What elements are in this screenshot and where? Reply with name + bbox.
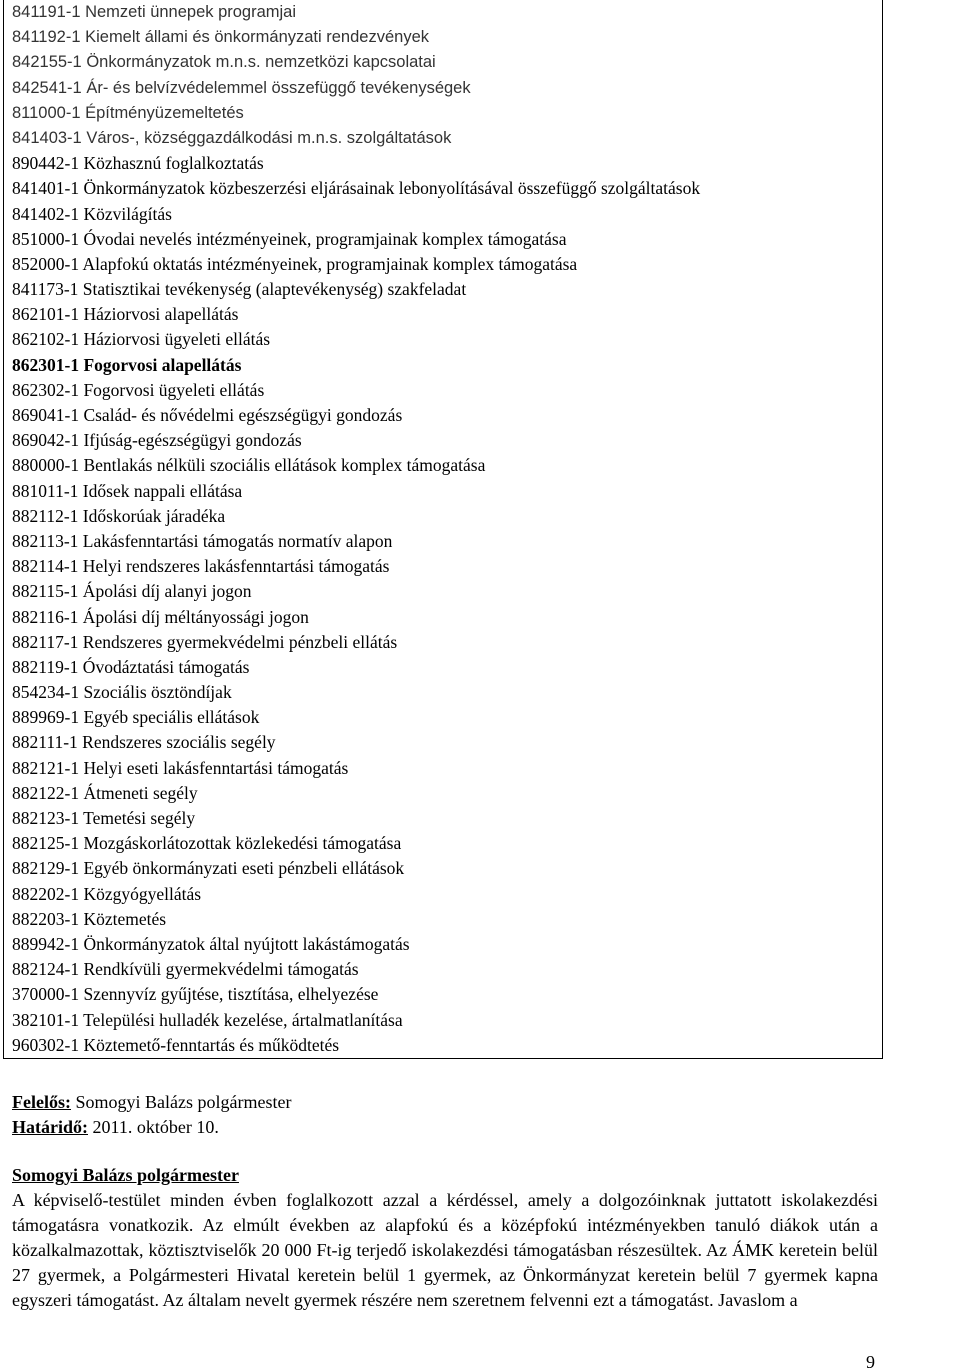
activity-code-row: 869041-1 Család- és nővédelmi egészségügyi gondozás [12, 405, 403, 425]
activity-code-row: 882112-1 Időskorúak járadéka [12, 505, 226, 526]
activity-code-row: 882115-1 Ápolási díj alanyi jogon [12, 581, 252, 602]
activity-code-row: 882113-1 Lakásfenntartási támogatás normatív alapon [12, 530, 393, 551]
activity-code-row: 880000-1 Bentlakás nélküli szociális ellátások komplex támogatása [12, 455, 486, 476]
activity-code-row: 851000-1 Óvodai nevelés intézményeinek, programjainak komplex támogatása [12, 228, 567, 249]
activity-code-row: 882129-1 Egyéb önkormányzati eseti pénzbeli ellátások [12, 858, 405, 879]
activity-code-row: 882202-1 Közgyógyellátás [12, 883, 202, 904]
activity-code-row: 882123-1 Temetési segély [12, 808, 196, 828]
activity-code-row: 841192-1 Kiemelt állami és önkormányzati rendezvények [12, 28, 429, 47]
activity-code-row: 811000-1 Építményüzemeltetés [12, 103, 244, 122]
activity-code-row: 862301-1 Fogorvosi alapellátás [12, 354, 242, 375]
activity-code-row: 862101-1 Háziorvosi alapellátás [12, 304, 239, 325]
speaker-name: Somogyi Balázs polgármester [12, 1165, 239, 1185]
responsible-label: Felelős: [12, 1092, 71, 1112]
deadline-label: Határidő: [12, 1117, 88, 1137]
activity-code-row: 882124-1 Rendkívüli gyermekvédelmi támogatás [12, 959, 359, 980]
activity-code-row: 889969-1 Egyéb speciális ellátások [12, 707, 260, 728]
responsible-line [12, 1090, 291, 1115]
activity-code-row: 841401-1 Önkormányzatok közbeszerzési eljárásainak lebonyolításával összefüggő szolgáltatások [12, 178, 701, 199]
activity-code-row: 842541-1 Ár- és belvízvédelemmel összefüggő tevékenységek [12, 78, 471, 97]
activity-code-row: 882203-1 Köztemetés [12, 908, 167, 929]
responsibility-block [12, 1090, 291, 1140]
deadline-value: 2011. október 10. [88, 1117, 219, 1137]
activity-code-row: 841173-1 Statisztikai tevékenység (alaptevékenység) szakfeladat [12, 279, 467, 300]
activity-code-row: 382101-1 Települési hulladék kezelése, ártalmatlanítása [12, 1009, 403, 1030]
activity-code-list [3, 0, 883, 1059]
activity-code-row: 882119-1 Óvodáztatási támogatás [12, 656, 250, 677]
activity-code-row: 862102-1 Háziorvosi ügyeleti ellátás [12, 329, 271, 350]
activity-code-row: 841402-1 Közvilágítás [12, 203, 172, 224]
activity-code-row: 370000-1 Szennyvíz gyűjtése, tisztítása, elhelyezése [12, 984, 379, 1005]
activity-code-row: 869042-1 Ifjúság-egészségügyi gondozás [12, 430, 302, 451]
deadline-line [12, 1115, 291, 1140]
activity-code-row: 882122-1 Átmeneti segély [12, 782, 198, 803]
speech-paragraph: A képviselő-testület minden évben foglalkozott azzal a kérdéssel, amely a dolgozóinknak juttatott iskolakezdési támogatásra vonatkozik. Az elmúlt években az alapfokú és a középfokú intézményekben tanuló diákok után a közalkalmazottak, köztisztviselők 20 000 Ft-ig terjedő iskolakezdési támogatásban részesültek. Az ÁMK keretein belül 27 gyermek, a Polgármesteri Hivatal keretein belül 1 gyermek, az Önkormányzat keretein belül 7 gyermek kapna egyszeri támogatást. Az általam nevelt gyermek részére nem szeretnem felvenni ezt a támogatást. Javaslom a [12, 1190, 878, 1311]
activity-code-row: 852000-1 Alapfokú oktatás intézményeinek, programjainak komplex támogatása [12, 253, 578, 274]
page-number: 9 [866, 1352, 875, 1372]
activity-code-row: 882121-1 Helyi eseti lakásfenntartási támogatás [12, 757, 349, 778]
activity-code-row: 862302-1 Fogorvosi ügyeleti ellátás [12, 379, 265, 400]
activity-code-row: 882117-1 Rendszeres gyermekvédelmi pénzbeli ellátás [12, 631, 398, 652]
activity-code-row: 881011-1 Idősek nappali ellátása [12, 480, 243, 501]
activity-code-row: 890442-1 Közhasznú foglalkoztatás [12, 153, 264, 174]
activity-code-row: 841403-1 Város-, községgazdálkodási m.n.s. szolgáltatások [12, 128, 452, 147]
activity-code-row: 882114-1 Helyi rendszeres lakásfenntartási támogatás [12, 556, 390, 577]
responsible-value: Somogyi Balázs polgármester [70, 1092, 292, 1112]
activity-code-row: 960302-1 Köztemető-fenntartás és működtetés [12, 1034, 340, 1055]
activity-code-row: 889942-1 Önkormányzatok által nyújtott lakástámogatás [12, 933, 410, 954]
activity-code-row: 882111-1 Rendszeres szociális segély [12, 732, 276, 753]
activity-code-row: 882125-1 Mozgáskorlátozottak közlekedési támogatása [12, 833, 402, 854]
activity-code-row: 841191-1 Nemzeti ünnepek programjai [12, 3, 297, 21]
activity-code-row: 842155-1 Önkormányzatok m.n.s. nemzetközi kapcsolatai [12, 53, 436, 72]
activity-code-row: 882116-1 Ápolási díj méltányossági jogon [12, 606, 309, 627]
activity-code-row: 854234-1 Szociális ösztöndíjak [12, 682, 232, 703]
